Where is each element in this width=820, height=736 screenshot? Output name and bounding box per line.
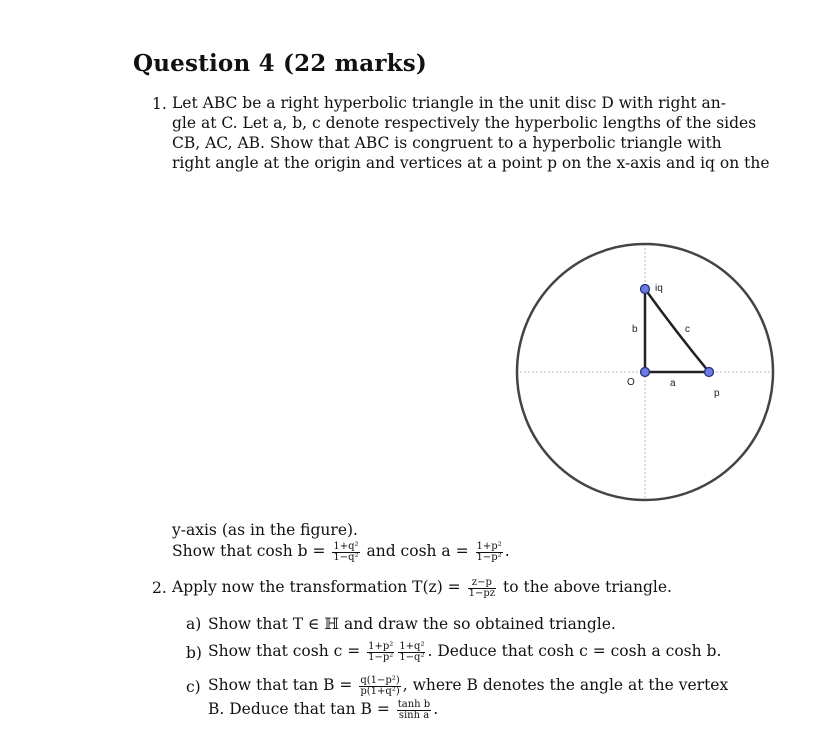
vertex-origin — [641, 368, 650, 377]
c-suffix: , where B denotes the angle at the vertex — [402, 676, 729, 694]
q1-show-line — [172, 541, 510, 563]
frac-num: tanh b — [397, 698, 431, 710]
q2-prefix: Apply now the transformation T(z) = — [172, 578, 461, 596]
b-suffix: . Deduce that cosh c = cosh a cosh b. — [427, 642, 722, 660]
frac-den: 1−q² — [333, 551, 359, 563]
label-iq: iq — [655, 283, 663, 294]
frac-num: 1+q² — [399, 640, 425, 652]
label-a: a — [670, 378, 676, 389]
frac-b2 — [398, 642, 425, 663]
c-line2-prefix: B. Deduce that tan B = — [208, 700, 390, 718]
item-number-1: 1. — [152, 95, 167, 113]
subitem-a-label: a) — [186, 615, 202, 633]
frac-num: 1+q² — [333, 540, 359, 552]
item-number-2: 2. — [152, 579, 167, 597]
frac-num: 1+p² — [476, 540, 502, 552]
q1-line: Let ABC be a right hyperbolic triangle in the unit disc D with right an- — [172, 94, 727, 112]
frac-cosh-a — [476, 542, 503, 563]
q2-suffix: to the above triangle. — [502, 578, 672, 596]
q1-show-end: . — [504, 542, 510, 560]
label-p: p — [714, 388, 720, 399]
side-c — [645, 289, 709, 372]
frac-den: sinh a — [398, 709, 430, 721]
frac-transformation — [468, 578, 496, 599]
subitem-c-text — [208, 675, 728, 697]
label-origin: O — [627, 377, 635, 388]
label-b: b — [632, 324, 638, 335]
frac-num: z−p — [468, 578, 496, 589]
subitem-b-text — [208, 641, 721, 663]
frac-tanh-sinh — [397, 700, 431, 721]
q2-text — [172, 577, 672, 599]
vertex-p — [705, 368, 714, 377]
q1-line: right angle at the origin and vertices at a point p on the x-axis and iq on the — [172, 154, 770, 172]
q1-line: CB, AC, AB. Show that ABC is congruent to a hyperbolic triangle with — [172, 134, 722, 152]
q1-line: gle at C. Let a, b, c denote respectively the hyperbolic lengths of the sides — [172, 114, 757, 132]
frac-den: 1−q² — [399, 651, 425, 663]
q1-show-mid: and cosh a = — [366, 542, 469, 560]
frac-num: q(1−p²) — [360, 674, 400, 686]
frac-den: p(1+q²) — [360, 685, 400, 697]
frac-tanB — [359, 676, 400, 697]
subitem-c-label: c) — [186, 678, 201, 696]
frac-den: 1−p² — [368, 651, 394, 663]
frac-b1 — [367, 642, 394, 663]
c-prefix: Show that tan B = — [208, 676, 353, 694]
subitem-a-text: Show that T ∈ ℍ and draw the so obtained triangle. — [208, 615, 616, 633]
question-title: Question 4 (22 marks) — [133, 50, 428, 77]
frac-den: 1−pz — [468, 587, 496, 599]
vertex-iq — [641, 285, 650, 294]
subitem-b-label: b) — [186, 644, 202, 662]
frac-cosh-b — [332, 542, 359, 563]
subitem-c-line2 — [208, 699, 438, 721]
frac-den: 1−p² — [476, 551, 502, 563]
b-prefix: Show that cosh c = — [208, 642, 361, 660]
q1-figure-ref: y-axis (as in the figure). — [172, 521, 358, 539]
label-c: c — [685, 324, 690, 335]
frac-num: 1+p² — [368, 640, 394, 652]
c-line2-end: . — [433, 700, 439, 718]
q1-show-prefix: Show that cosh b = — [172, 542, 326, 560]
